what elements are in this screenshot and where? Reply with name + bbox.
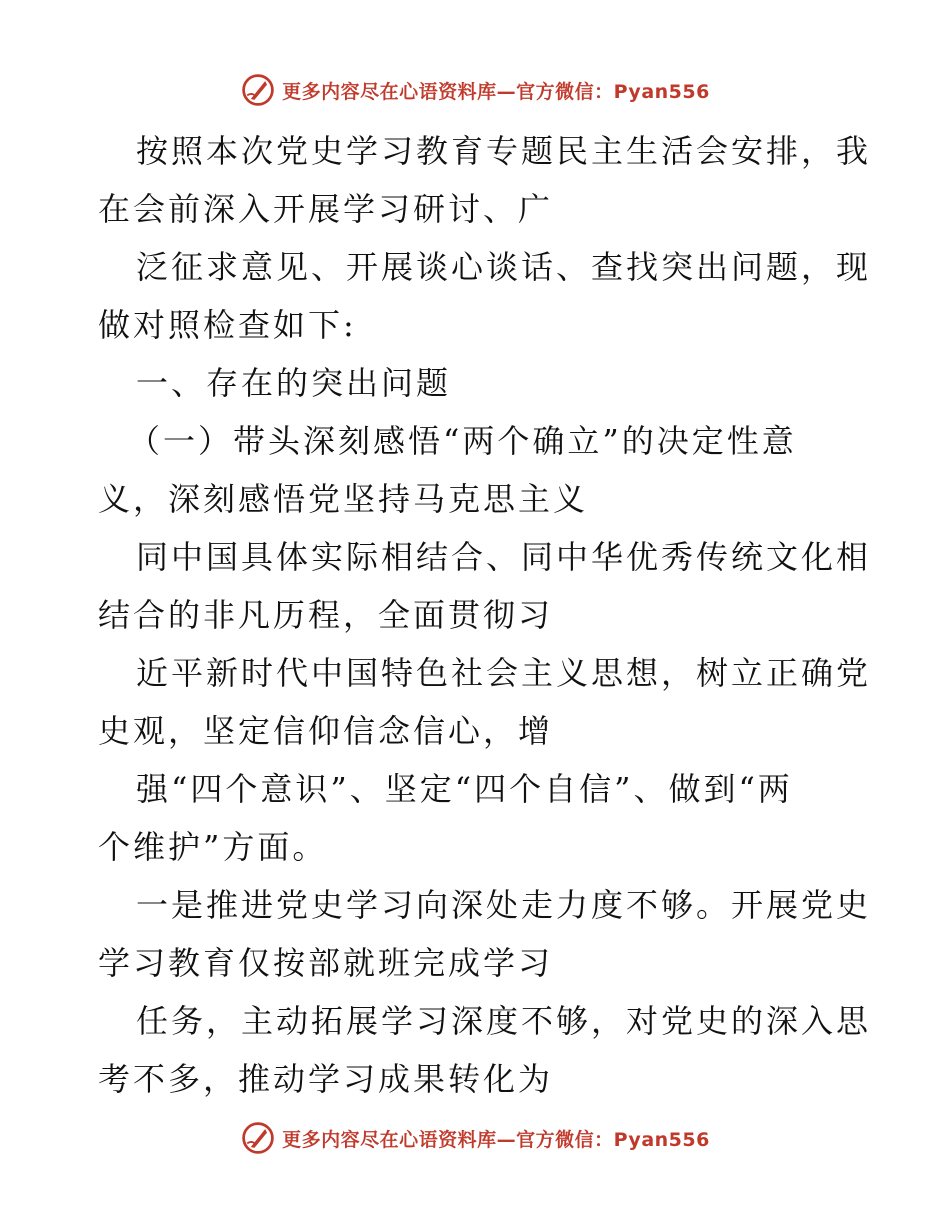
text-line: 近平新时代中国特色社会主义思想，树立正确党 <box>136 654 872 692</box>
watermark-text: 更多内容尽在心语资料库—官方微信：Pyan556 <box>282 1128 710 1151</box>
watermark-text: 更多内容尽在心语资料库—官方微信：Pyan556 <box>282 80 710 103</box>
text-line: 一是推进党史学习向深处走力度不够。开展党史 <box>136 886 872 924</box>
header-watermark <box>0 70 950 110</box>
text-line: 在会前深入开展学习研讨、广 <box>98 190 554 228</box>
text-line: 考不多，推动学习成果转化为 <box>98 1060 554 1098</box>
quill-pen-logo-icon <box>240 1120 276 1156</box>
text-line: 强“四个意识”、坚定“四个自信”、做到“两 <box>136 770 793 808</box>
section-heading: 一、存在的突出问题 <box>136 364 452 402</box>
text-line: 学习教育仅按部就班完成学习 <box>98 944 554 982</box>
text-line: 结合的非凡历程，全面贯彻习 <box>98 596 554 634</box>
quill-pen-logo-icon <box>240 72 276 108</box>
text-line: 按照本次党史学习教育专题民主生活会安排，我 <box>136 132 872 170</box>
text-line: 同中国具体实际相结合、同中华优秀传统文化相 <box>136 538 872 576</box>
text-line: 做对照检查如下: <box>98 306 357 344</box>
text-line: 个维护”方面。 <box>98 828 328 866</box>
document-body <box>98 122 872 1108</box>
text-line: 义，深刻感悟党坚持马克思主义 <box>98 480 589 518</box>
text-line: 泛征求意见、开展谈心谈话、查找突出问题，现 <box>136 248 872 286</box>
text-line: 任务，主动拓展学习深度不够，对党史的深入思 <box>136 1002 872 1040</box>
text-line: 史观，坚定信仰信念信心，增 <box>98 712 554 750</box>
subsection-heading: （一）带头深刻感悟“两个确立”的决定性意 <box>128 422 797 460</box>
footer-watermark <box>0 1118 950 1158</box>
